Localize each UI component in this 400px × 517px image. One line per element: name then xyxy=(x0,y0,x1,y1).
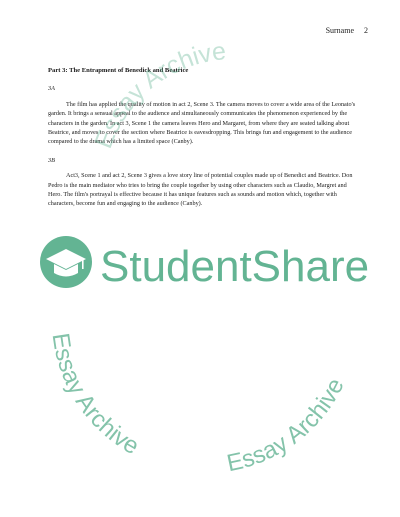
paragraph-3b: Act3, Scene 1 and act 2, Scene 3 gives a love story line of potential couples made up of Benedict and Beatrice. Don Pedro is the main mediator who tries to bring the couple together by using other characters such as Claudio, Margret and Hero. The film's portrayal is effective because it has unique features such as sounds and motion which, together with characters, become fun and engaging to the audience (Canby). xyxy=(48,172,353,208)
section-label-3b: 3B xyxy=(48,156,55,164)
watermark-arc-bottom-text-left: Essay Archive xyxy=(46,331,144,461)
watermark-brand: StudentShare xyxy=(100,242,370,291)
header-page-number: 2 xyxy=(364,26,368,35)
watermark-arc-bottom xyxy=(47,331,144,460)
paragraph-3a: The film has applied the quality of motion in act 2, Scene 3. The camera moves to cover a wide area of the Leonato's garden. It brings a sensual appeal to the audience and simultaneously communicates the phenomenon experienced by the characters in the garden. In act 3, Scene 1 the camera leaves Hero and Margaret, from where they are seated talking about Beatrice, and moves to cover the section where Beatrice is eavesdropping. This brings fun and engagement to the audience compared to the drama which has a limited space (Canby). xyxy=(48,100,356,146)
section-heading: Part 3: The Entrapment of Benedick and Beatrice xyxy=(48,67,189,74)
watermark-arc-bottom-right xyxy=(225,374,350,477)
graduation-cap-icon xyxy=(40,236,92,288)
page-header xyxy=(318,26,368,35)
watermark-arc-top-text: Essay Archive xyxy=(89,37,228,153)
section-label-3a: 3A xyxy=(48,85,55,93)
header-author: Surname xyxy=(325,26,354,35)
watermark-arc-bottom-text-right: Essay Archive xyxy=(224,373,350,478)
document-body xyxy=(48,66,358,218)
